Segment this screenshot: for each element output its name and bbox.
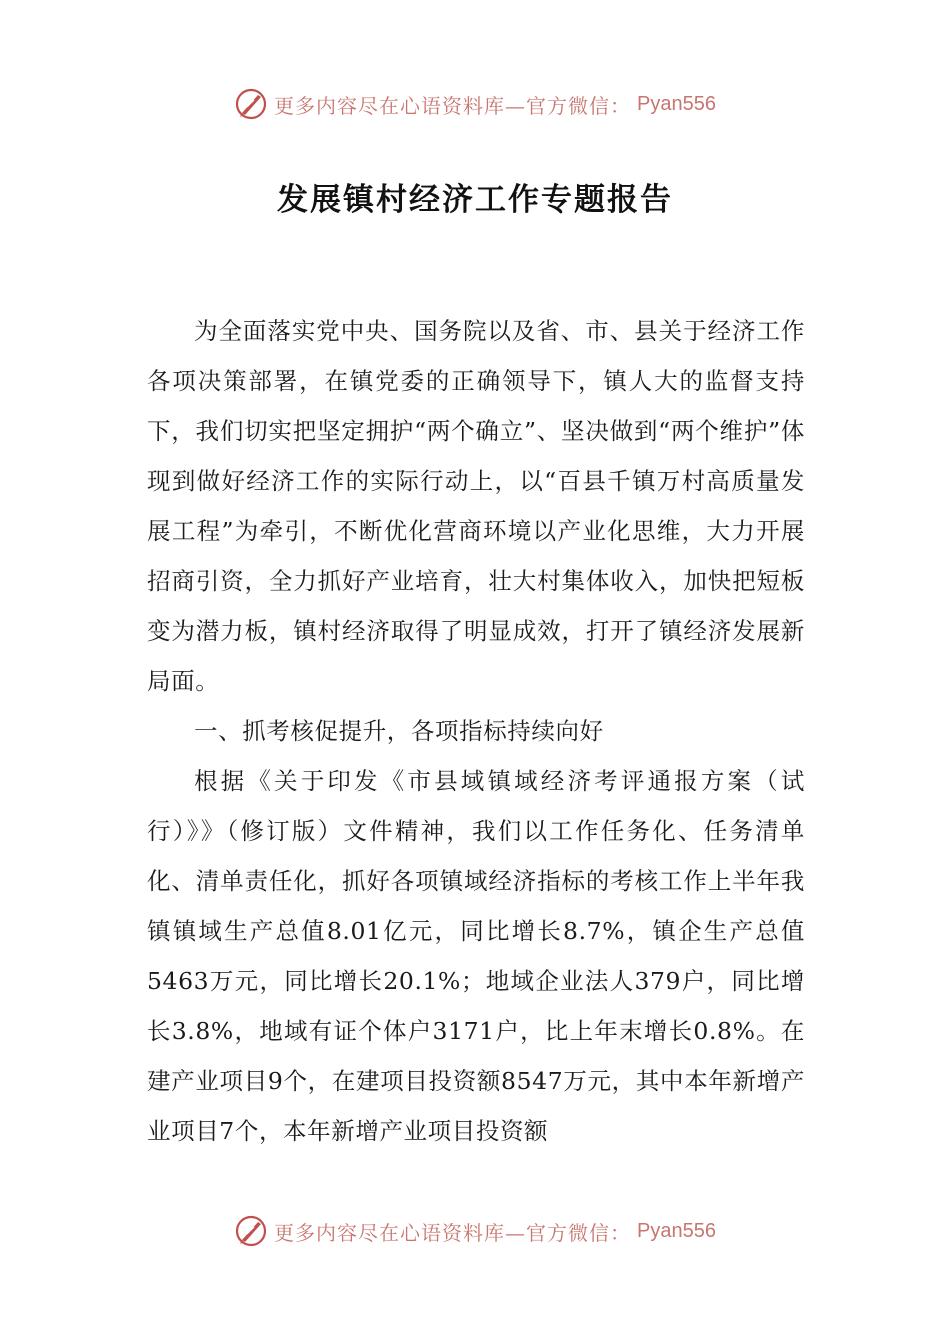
watermark-wechat-id: Pyan556 (637, 92, 716, 115)
watermark-footer (0, 1211, 950, 1251)
watermark-wechat-id: Pyan556 (637, 1219, 716, 1242)
watermark-text: 更多内容尽在心语资料库—官方微信： (274, 1220, 632, 1245)
document-body (147, 306, 805, 1156)
quill-pen-logo-icon (234, 1214, 268, 1248)
watermark-text: 更多内容尽在心语资料库—官方微信： (274, 93, 632, 118)
watermark-header (0, 84, 950, 124)
paragraph-intro: 为全面落实党中央、国务院以及省、市、县关于经济工作各项决策部署，在镇党委的正确领导下，镇人大的监督支持下，我们切实把坚定拥护“两个确立”、坚决做到“两个维护”体现到做好经济工作的实际行动上，以“百县千镇万村高质量发展工程”为牵引，不断优化营商环境以产业化思维，大力开展招商引资，全力抓好产业培育，壮大村集体收入，加快把短板变为潜力板，镇村经济取得了明显成效，打开了镇经济发展新局面。 (147, 317, 805, 695)
document-title: 发展镇村经济工作专题报告 (277, 182, 673, 218)
paragraph-section-1: 根据《关于印发《市县域镇域经济考评通报方案（试行）》》（修订版）文件精神，我们以工作任务化、任务清单化、清单责任化，抓好各项镇域经济指标的考核工作上半年我镇镇域生产总值8.01亿元，同比增长8.7%，镇企生产总值5463万元，同比增长20.1%；地域企业法人379户，同比增长3.8%，地域有证个体户3171户，比上年末增长0.8%。在建产业项目9个，在建项目投资额8547万元，其中本年新增产业项目7个，本年新增产业项目投资额 (147, 767, 805, 1145)
section-heading-1: 一、抓考核促提升，各项指标持续向好 (194, 717, 604, 745)
quill-pen-logo-icon (234, 87, 268, 121)
